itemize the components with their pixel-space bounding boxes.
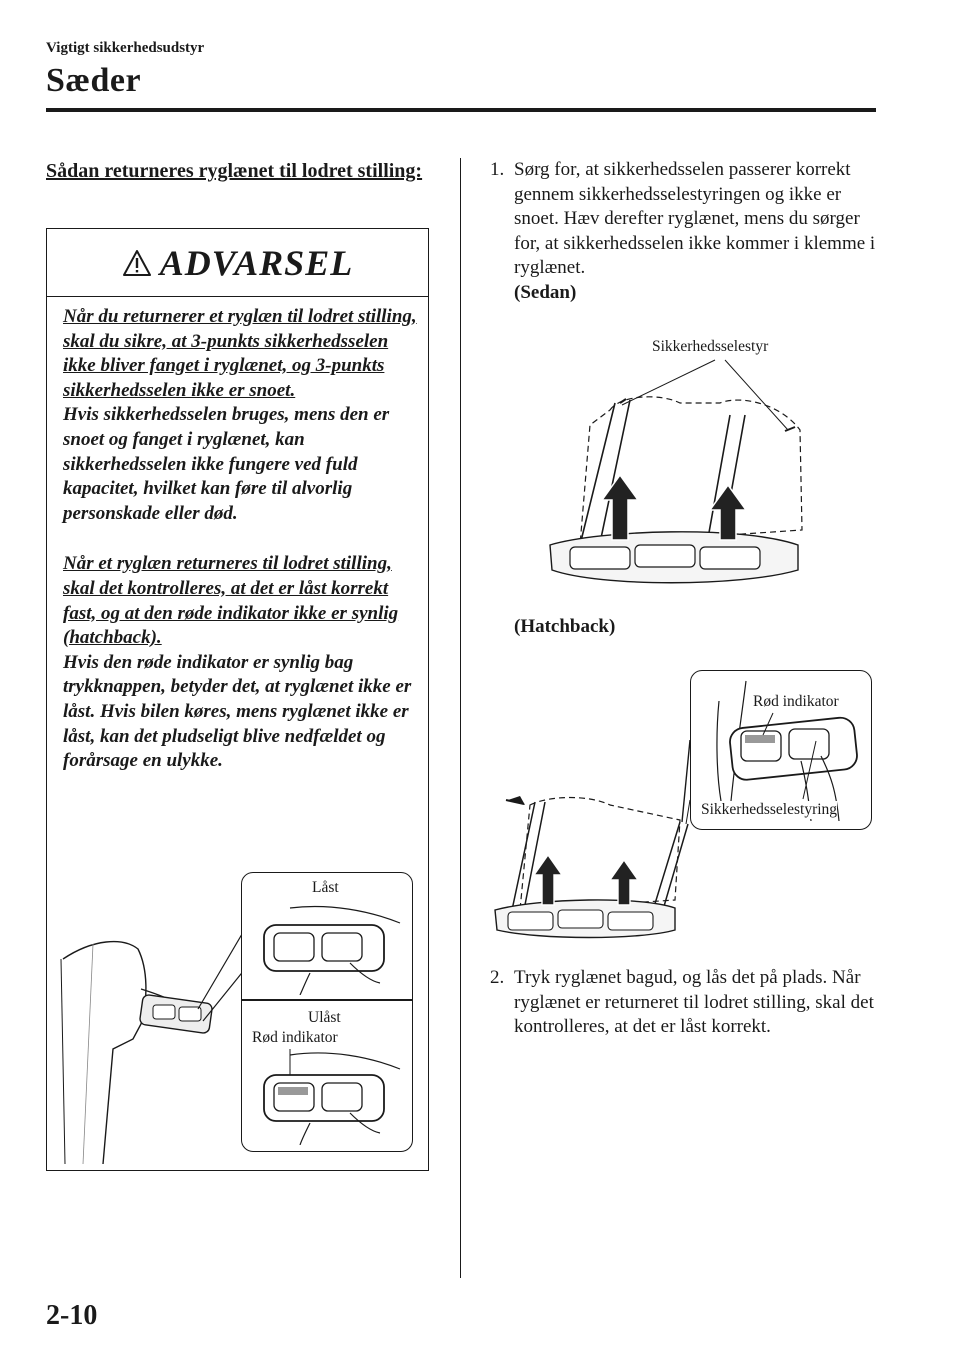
warning-body xyxy=(63,305,418,800)
step-1 xyxy=(490,158,890,306)
section-label: Vigtigt sikkerhedsudstyr xyxy=(46,40,205,56)
hatchback-detail-inset xyxy=(690,670,872,830)
warning-triangle-icon xyxy=(122,249,152,277)
locked-label: Låst xyxy=(312,879,339,896)
latch-detail-inset xyxy=(241,872,413,1152)
page-number: 2-10 xyxy=(46,1300,98,1331)
step-1-text: Sørg for, at sikkerhedsselen passerer korrekt gennem sikkerhedsselestyringen og ikke er snoet. Hæv derefter ryglænet, mens du sørger for, at sikkerhedsselen ikke kommer i klemme i ryglænet. xyxy=(514,159,876,279)
unlocked-latch-drawing xyxy=(250,1049,405,1145)
warning-p2-text: Hvis den røde indikator er synlig bag trykknappen, betyder det, at ryglænet ikke er låst. Hvis bilen køres, mens ryglænet ikke er låst, kan det pludseligt blive nedfældet og forårsage en ulykke. xyxy=(63,651,412,772)
warning-header xyxy=(47,229,428,297)
warning-p2-emphasis: Når et ryglæn returneres til lodret stilling, skal det kontrolleres, at det er låst korrekt fast, og at den røde indikator ikke er synlig (hatchback). xyxy=(63,553,399,649)
step-1-number: 1. xyxy=(490,159,505,180)
warning-box xyxy=(46,228,429,1171)
warning-p1-emphasis: Når du returnerer et ryglæn til lodret stilling, skal du sikre, at 3-punkts sikkerhedsselen ikke bliver fanget i ryglænet, og 3-punkts sikkerhedsselen ikke er snoet. xyxy=(63,306,417,401)
warning-paragraph-1 xyxy=(63,305,418,526)
procedure-heading: Sådan returneres ryglænet til lodret stilling: xyxy=(46,160,423,182)
step-2 xyxy=(490,966,890,1040)
warning-paragraph-2 xyxy=(63,552,418,773)
step-2-text: Tryk ryglænet bagud, og lås det på plads. Når ryglænet er returneret til lodret stilling, skal det kontrolleres, at det er låst korrekt. xyxy=(514,967,874,1038)
sedan-guide-label: Sikkerhedsselestyr xyxy=(652,338,769,355)
column-divider xyxy=(460,158,461,1278)
sedan-variant-label: (Sedan) xyxy=(514,281,577,303)
title-rule xyxy=(46,108,876,112)
hatchback-rear-seat-illustration xyxy=(490,740,690,940)
hatchback-variant-label: (Hatchback) xyxy=(514,616,616,637)
sedan-rear-seat-illustration xyxy=(540,355,830,590)
locked-latch-drawing xyxy=(250,903,405,995)
warning-title: ADVARSEL xyxy=(159,242,354,283)
page-title: Sæder xyxy=(46,62,142,99)
seatback-latch-illustration xyxy=(53,929,253,1164)
hatchback-guide-label: Sikkerhedsselestyring xyxy=(701,801,838,818)
unlocked-label: Ulåst xyxy=(308,1009,341,1026)
red-indicator-label: Rød indikator xyxy=(252,1029,338,1046)
step-2-number: 2. xyxy=(490,967,505,988)
warning-p1-text: Hvis sikkerhedsselen bruges, mens den er snoet og fanget i ryglænet, kan sikkerhedsselen ikke fungere ved fuld kapacitet, hvilket kan føre til alvorlig personskade eller død. xyxy=(63,404,390,524)
hatchback-red-indicator-label: Rød indikator xyxy=(753,693,839,710)
inset-divider xyxy=(242,999,412,1001)
